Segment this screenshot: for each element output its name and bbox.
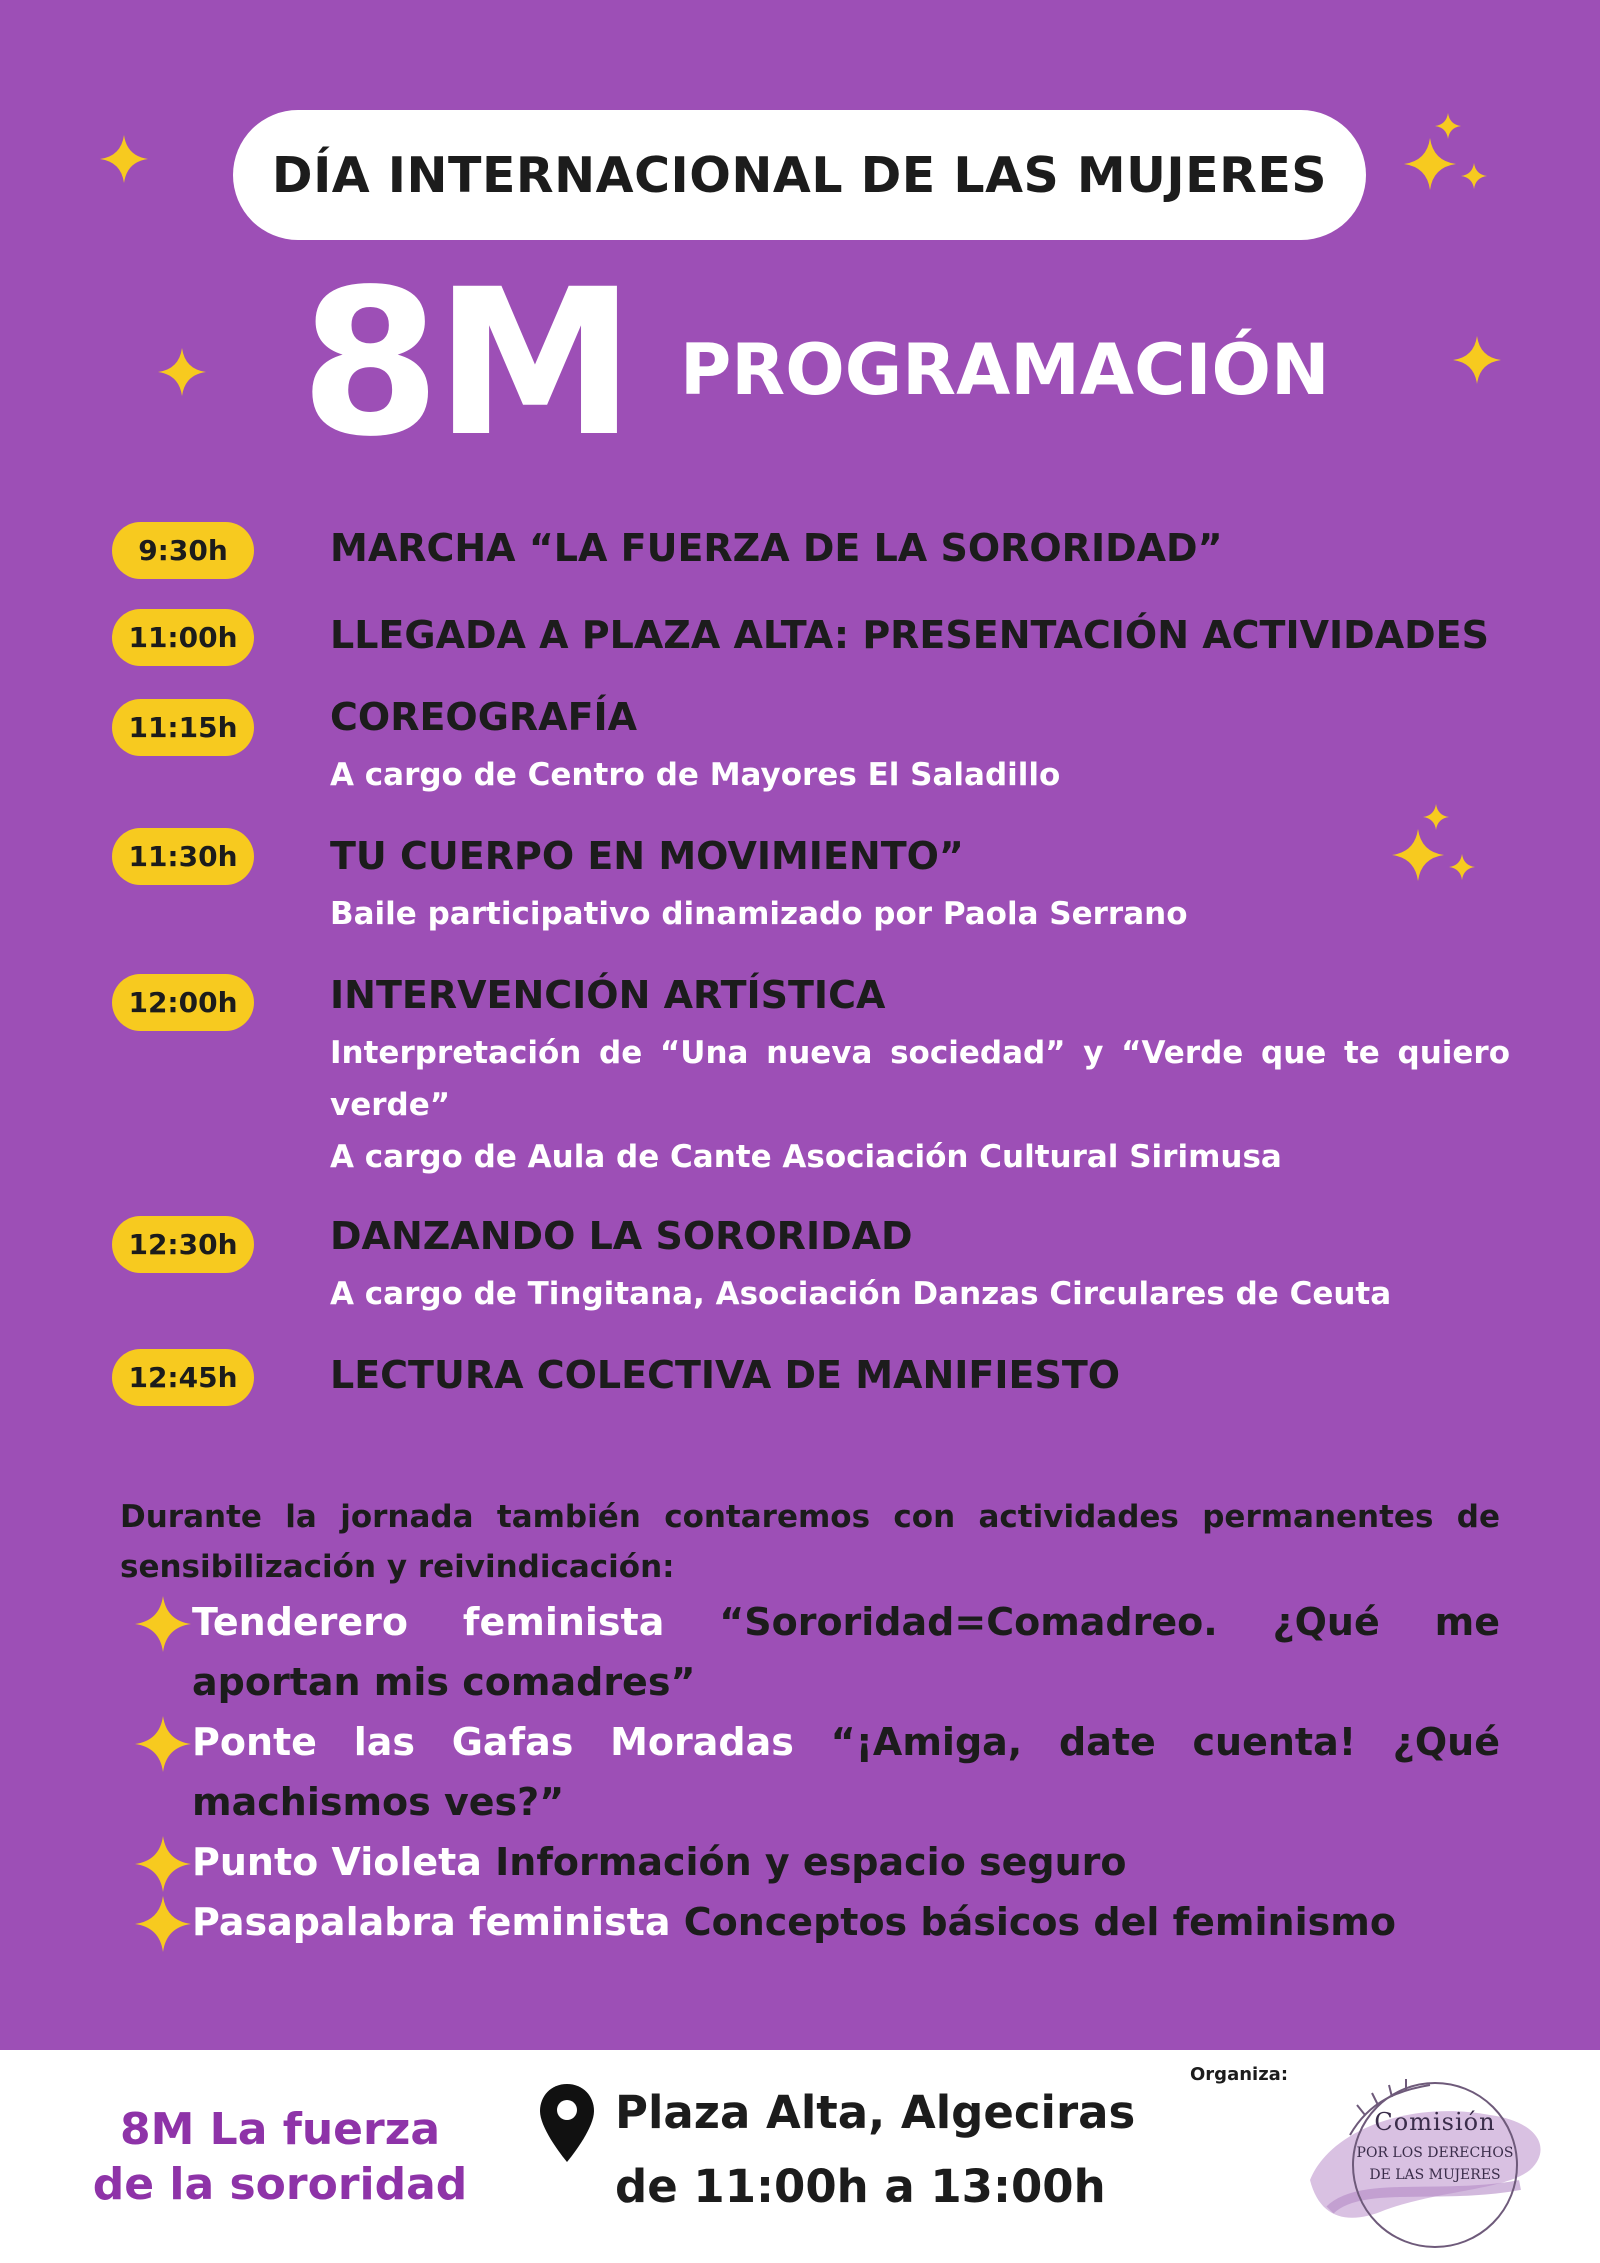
logo-text: DE LAS MUJERES [1369,2167,1501,2183]
event-title: LLEGADA A PLAZA ALTA: PRESENTACIÓN ACTIVIDADES [330,613,1489,657]
hours-text: de 11:00h a 13:00h [615,2160,1106,2213]
slogan-line: 8M La fuerza [119,2104,441,2155]
event-detail: A cargo de Centro de Mayores El Saladillo [330,757,1061,793]
event-title: DANZANDO LA SORORIDAD [330,1214,913,1258]
footer [0,2050,1600,2263]
event-title: COREOGRAFÍA [330,695,638,739]
permanent-item [192,1892,1500,1952]
activity-name: Tenderero feminista [192,1600,665,1644]
sparkles-cluster-icon [1400,106,1495,201]
slogan-line: de la sororidad [92,2159,468,2210]
time-badge: 12:30h [112,1216,254,1273]
event-title: MARCHA “LA FUERZA DE LA SORORIDAD” [330,526,1223,570]
sparkles-cluster-icon [1388,797,1483,892]
logo-text: Comisión [1374,2108,1496,2136]
time-badge: 11:00h [112,609,254,666]
map-pin-icon [538,2082,596,2164]
organizer-label: Organiza: [1190,2064,1289,2085]
sparkle-bullet-icon [135,1896,191,1952]
time-badge: 11:30h [112,828,254,885]
event-detail: A cargo de Tingitana, Asociación Danzas Circulares de Ceuta [330,1276,1392,1312]
sparkle-bullet-icon [135,1716,191,1772]
activity-name: Ponte las Gafas Moradas [192,1720,794,1764]
permanent-intro: Durante la jornada también contaremos con actividades permanentes de sensibilización y reivindicación: [120,1499,1500,1585]
activity-desc: “Sororidad=Comadreo. ¿Qué me aportan mis comadres” [192,1600,1500,1704]
sparkle-icon [1453,336,1501,384]
event-detail: A cargo de Aula de Cante Asociación Cultural Sirimusa [330,1139,1282,1175]
sparkle-bullet-icon [135,1596,191,1652]
activity-desc: Conceptos básicos del feminismo [683,1900,1396,1944]
permanent-item [192,1592,1500,1712]
activity-name: Punto Violeta [192,1840,482,1884]
permanent-item [192,1712,1500,1832]
title-banner [233,110,1366,240]
permanent-item [192,1832,1500,1892]
activity-desc: “¡Amiga, date cuenta! ¿Qué machismos ves?” [192,1720,1500,1824]
programacion-heading: PROGRAMACIÓN [680,329,1330,411]
event-detail: Baile participativo dinamizado por Paola Serrano [330,896,1188,932]
event-title: DÍA INTERNACIONAL DE LAS MUJERES [271,146,1328,204]
location-text: Plaza Alta, Algeciras [615,2086,1136,2139]
event-detail: Interpretación de “Una nueva sociedad” y “Verde que te quiero verde” [330,1035,1510,1123]
sparkle-icon [158,348,206,396]
slogan [45,2102,515,2212]
sparkle-bullet-icon [135,1836,191,1892]
event-title: TU CUERPO EN MOVIMIENTO” [330,834,964,878]
big-8m-heading: 8M [300,245,630,481]
activity-name: Pasapalabra feminista [192,1900,671,1944]
sparkle-icon [100,135,148,183]
time-badge: 11:15h [112,699,254,756]
time-badge: 12:45h [112,1349,254,1406]
time-badge: 12:00h [112,974,254,1031]
activity-desc: Información y espacio seguro [495,1840,1127,1884]
logo-text: POR LOS DERECHOS [1356,2145,1514,2161]
event-title: LECTURA COLECTIVA DE MANIFIESTO [330,1353,1121,1397]
time-badge: 9:30h [112,522,254,579]
event-title: INTERVENCIÓN ARTÍSTICA [330,973,886,1017]
